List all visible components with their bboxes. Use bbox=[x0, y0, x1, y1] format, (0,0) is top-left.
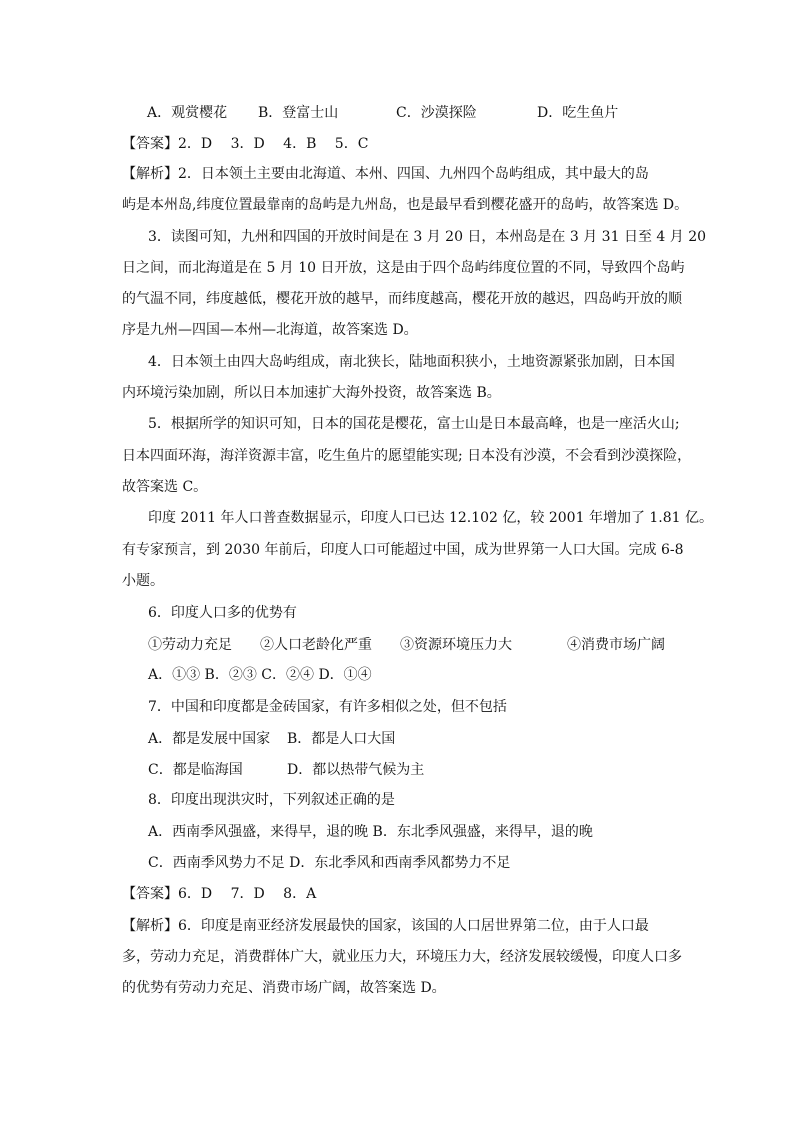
q8-options-line-2: C．西南季风势力不足 D．东北季风和西南季风都势力不足 bbox=[148, 855, 511, 871]
answer-text: 6．D 7．D 8．A bbox=[178, 886, 317, 902]
stem-line-3: 小题。 bbox=[122, 573, 164, 589]
analysis-6-line-1 bbox=[122, 916, 649, 936]
analysis-2-line-1 bbox=[122, 164, 688, 184]
analysis-5-line-3: 故答案选 C。 bbox=[122, 479, 208, 495]
q8-options-line-1: A．西南季风强盛，来得早，退的晚 B．东北季风强盛，来得早，退的晚 bbox=[148, 824, 593, 840]
analysis-6-line-2: 多，劳动力充足，消费群体广大，就业压力大，环境压力大，经济发展较缓慢，印度人口多 bbox=[122, 949, 682, 965]
q6-item-4: ④消费市场广阔 bbox=[567, 637, 665, 653]
analysis-label: 【解析】 bbox=[122, 166, 178, 182]
stem-line-1: 印度 2011 年人口普查数据显示，印度人口已达 12.102 亿，较 2001 年增加了 1.81 亿。 bbox=[148, 510, 714, 526]
q7-option-a: A．都是发展中国家 bbox=[148, 731, 271, 747]
q7-option-d: D．都以热带气候为主 bbox=[287, 762, 425, 778]
analysis-2-text-1: 2．日本领土主要由北海道、本州、四国、九州四个岛屿组成，其中最大的岛 bbox=[178, 166, 649, 182]
q5-option-c: C．沙漠探险 bbox=[396, 105, 477, 121]
q7-stem: 7．中国和印度都是金砖国家，有许多相似之处，但不包括 bbox=[148, 699, 507, 715]
analysis-3-line-2: 日之间，而北海道是在 5 月 10 日开放，这是由于四个岛屿纬度位置的不同，导致四个岛屿 bbox=[122, 260, 685, 276]
q6-stem: 6．印度人口多的优势有 bbox=[148, 605, 297, 621]
answer-text: 2．D 3．D 4．B 5．C bbox=[178, 136, 369, 152]
analysis-3-line-4: 序是九州—四国—本州—北海道，故答案选 D。 bbox=[122, 322, 418, 338]
q5-option-a: A．观赏樱花 bbox=[147, 105, 228, 121]
analysis-6-text-1: 6．印度是南亚经济发展最快的国家，该国的人口居世界第二位，由于人口最 bbox=[178, 918, 649, 934]
q8-stem: 8．印度出现洪灾时，下列叙述正确的是 bbox=[148, 792, 395, 808]
q5-option-d: D．吃生鱼片 bbox=[537, 105, 619, 121]
analysis-4-line-1: 4．日本领土由四大岛屿组成，南北狭长，陆地面积狭小，土地资源紧张加剧，日本国 bbox=[148, 354, 675, 370]
analysis-5-line-2: 日本四面环海，海洋资源丰富，吃生鱼片的愿望能实现; 日本没有沙漠，不会看到沙漠探险， bbox=[122, 448, 692, 464]
analysis-2-line-2: 屿是本州岛,纬度位置最靠南的岛屿是九州岛，也是最早看到樱花盛开的岛屿，故答案选 D。 bbox=[122, 197, 689, 213]
analysis-4-line-2: 内环境污染加剧，所以日本加速扩大海外投资，故答案选 B。 bbox=[122, 385, 501, 401]
analysis-3-line-1: 3．读图可知，九州和四国的开放时间是在 3 月 20 日，本州岛是在 3 月 31 日至 4 月 20 bbox=[148, 229, 707, 245]
answer-label: 【答案】 bbox=[122, 136, 178, 152]
stem-line-2: 有专家预言，到 2030 年前后，印度人口可能超过中国，成为世界第一人口大国。完成 6-8 bbox=[122, 542, 684, 558]
q5-option-b: B．登富士山 bbox=[258, 105, 339, 121]
answer-block-2 bbox=[122, 884, 316, 904]
answer-label: 【答案】 bbox=[122, 886, 178, 902]
answer-block-1 bbox=[122, 134, 368, 154]
analysis-6-line-3: 的优势有劳动力充足、消费市场广阔，故答案选 D。 bbox=[122, 980, 446, 996]
analysis-5-line-1: 5．根据所学的知识可知，日本的国花是樱花，富士山是日本最高峰，也是一座活火山; bbox=[148, 416, 680, 432]
q6-options: A．①③ B．②③ C．②④ D．①④ bbox=[148, 667, 372, 683]
q6-item-2: ②人口老龄化严重 bbox=[260, 637, 372, 653]
q6-item-3: ③资源环境压力大 bbox=[400, 637, 512, 653]
q6-item-1: ①劳动力充足 bbox=[148, 637, 232, 653]
q7-option-c: C．都是临海国 bbox=[148, 762, 243, 778]
analysis-label: 【解析】 bbox=[122, 918, 178, 934]
q7-option-b: B．都是人口大国 bbox=[287, 731, 396, 747]
analysis-3-line-3: 的气温不同，纬度越低，樱花开放的越早，而纬度越高，樱花开放的越迟，四岛屿开放的顺 bbox=[122, 291, 682, 307]
